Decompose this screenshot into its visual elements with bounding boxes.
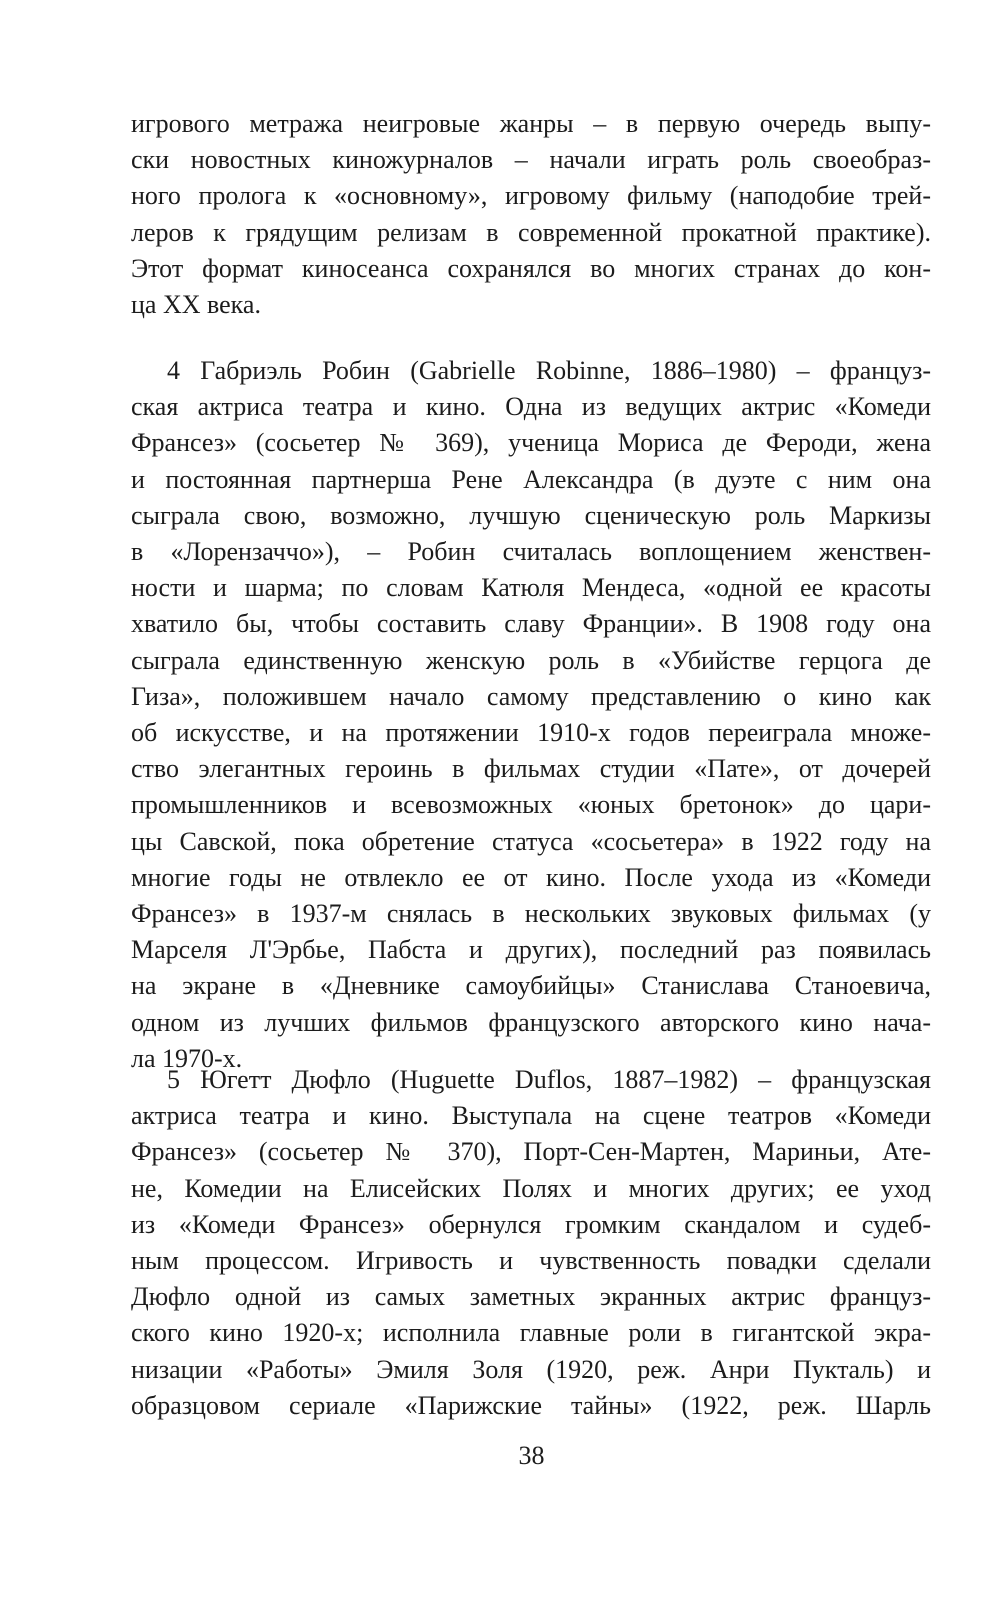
text-line: ство элегантных героинь в фильмах студии «Пате», от дочерей	[131, 754, 931, 784]
text-line: ности и шарма; по словам Катюля Мендеса, «одной ее красоты	[131, 573, 931, 603]
text-line: Франсез» в 1937-м снялась в нескольких звуковых фильмах (у	[131, 899, 931, 929]
text-line: и постоянная партнерша Рене Александра (в дуэте с ним она	[131, 464, 931, 494]
text-line: Франсез» (сосьетер № 369), ученица Мориса де Ферoди, жена	[131, 428, 931, 458]
text-line: актриса театра и кино. Выступала на сцене театров «Комеди	[131, 1101, 931, 1131]
text-line: об искусстве, и на протяжении 1910-х годов переиграла множе-	[131, 718, 931, 748]
text-line: ского кино 1920-х; исполнила главные роли в гигантской экра-	[131, 1318, 931, 1348]
text-line: игрового метража неигровые жанры – в первую очередь выпу-	[131, 109, 931, 138]
text-line: одном из лучших фильмов французского авторского кино нача-	[131, 1007, 931, 1037]
text-line: низации «Работы» Эмиля Золя (1920, реж. Анри Пуктaль) и	[131, 1354, 931, 1384]
text-line: ного пролога к «основному», игровому фильму (наподобие трей-	[131, 181, 931, 211]
text-line: ски новостных киножурналов – начали играть роль своеобраз-	[131, 145, 931, 175]
text-line: не, Комедии на Елисейских Полях и многих других; ее уход	[131, 1173, 931, 1203]
text-line: ца XX века.	[131, 290, 261, 320]
text-line: Франсез» (сосьетер № 370), Порт-Сен-Мартен, Мариньи, Ате-	[131, 1137, 931, 1167]
text-line: в «Лорензаччо»), – Робин считалась воплощением женствен-	[131, 537, 931, 567]
text-line: Этот формат киносеанса сохранялся во многих странах до кон-	[131, 253, 931, 283]
footnote-4	[131, 353, 931, 1077]
text-line: цы Савской, пока обретение статуса «сосьетера» в 1922 году на	[131, 826, 931, 856]
text-line: хватило бы, чтобы составить славу Франции». В 1908 году она	[131, 609, 931, 639]
text-line: из «Комеди Франсез» обернулся громким скандалом и судеб-	[131, 1209, 931, 1239]
text-line: сыграла свою, возможно, лучшую сценическую роль Маркизы	[131, 500, 931, 530]
footnote-5	[131, 1062, 931, 1424]
paragraph-continuation	[131, 106, 931, 323]
text-line: Марселя Л'Эрбье, Пабста и других), последний раз появилась	[131, 935, 931, 965]
text-line: 4 Габриэль Робин (Gabrielle Robinne, 1886–1980) – француз-	[167, 356, 931, 385]
text-line: Дюфло одной из самых заметных экранных актрис француз-	[131, 1282, 931, 1312]
text-line: ным процессом. Игривость и чувственность повадки сделали	[131, 1246, 931, 1276]
text-line: сыграла единственную женскую роль в «Убийстве герцога де	[131, 645, 931, 675]
text-line: образцовом сериале «Парижские тайны» (1922, реж. Шарль	[131, 1390, 931, 1420]
page-number: 38	[518, 1441, 545, 1470]
text-line: многие годы не отвлекло ее от кино. После ухода из «Комеди	[131, 862, 931, 892]
text-line: на экране в «Дневнике самоубийцы» Станислава Станоевича,	[131, 971, 931, 1001]
text-line: ская актриса театра и кино. Одна из ведущих актрис «Комеди	[131, 392, 931, 422]
text-line: Гиза», положившем начало самому представлению о кино как	[131, 681, 931, 711]
text-line: промышленников и всевозможных «юных бретонок» до цари-	[131, 790, 931, 820]
text-line: леров к грядущим релизам в современной прокатной практике).	[131, 217, 931, 247]
text-line: ла 1970-х.	[131, 1043, 243, 1073]
text-line: 5 Югетт Дюфло (Huguette Duflos, 1887–1982) – французская	[167, 1065, 931, 1094]
